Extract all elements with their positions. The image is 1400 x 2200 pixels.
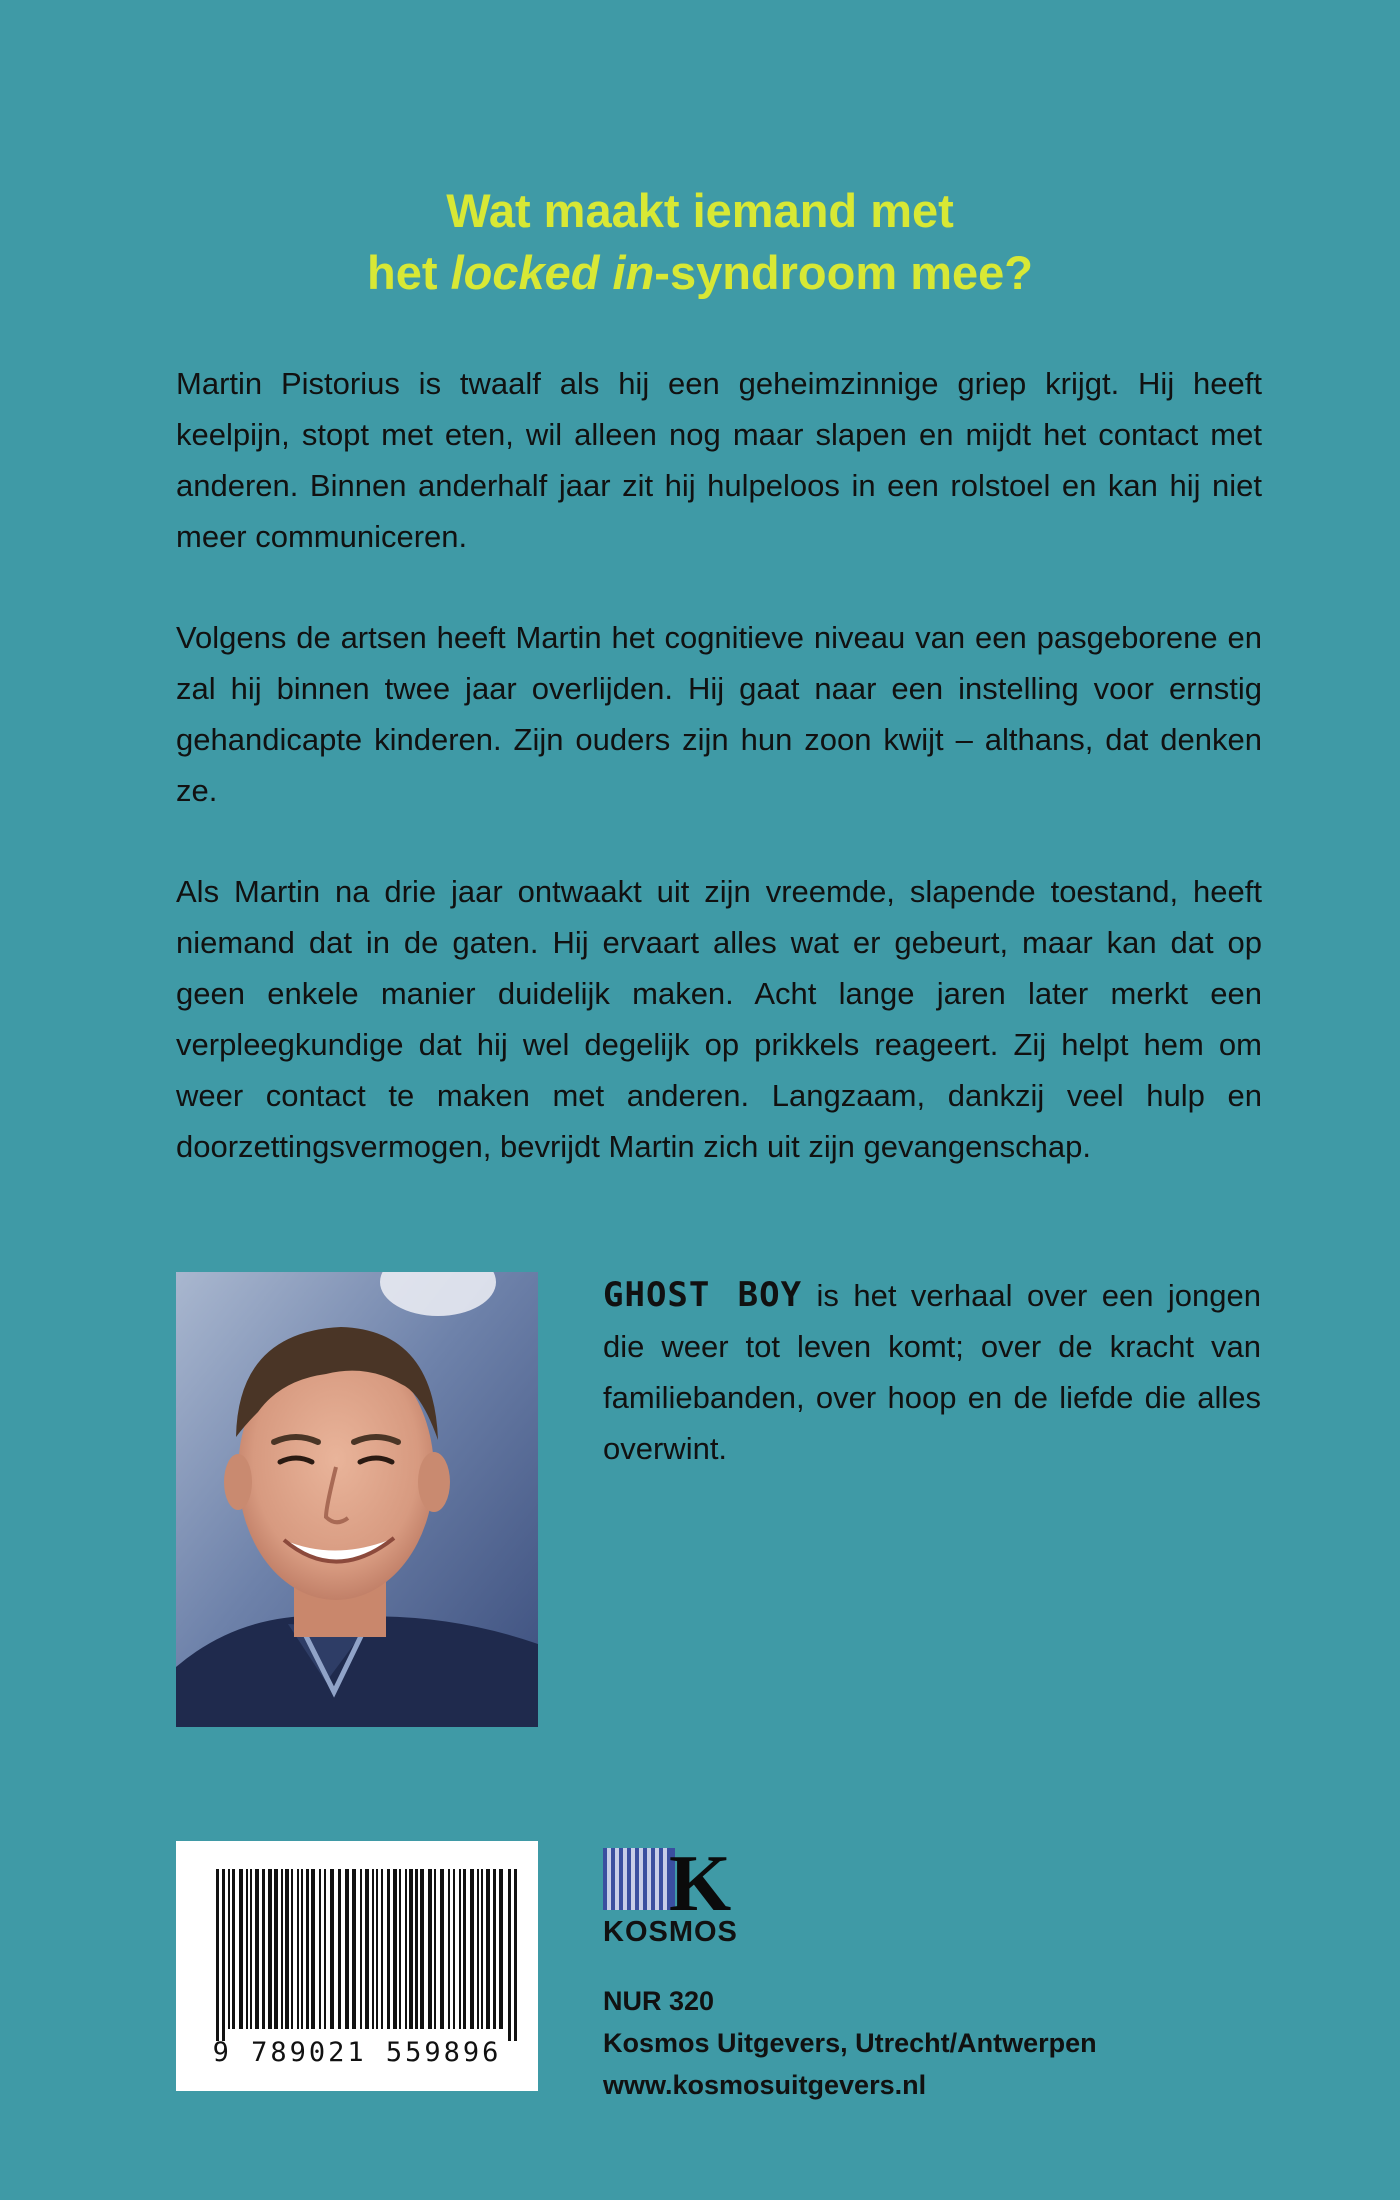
isbn-barcode bbox=[176, 1841, 538, 2091]
barcode-bar bbox=[360, 1869, 362, 2029]
barcode-bar bbox=[352, 1869, 356, 2029]
barcode-bar bbox=[453, 1869, 455, 2029]
book-title-ghost-boy: GHOST BOY bbox=[603, 1275, 803, 1315]
kosmos-wordmark: KOSMOS bbox=[603, 1916, 738, 1948]
blurb-paragraph-3: Als Martin na drie jaar ontwaakt uit zijn vreemde, slapende toestand, heeft niemand dat in de gaten. Hij ervaart alles wat er gebeurt, maar kan dat op geen enkele manier duidelijk maken. Acht lange jaren later merkt een verpleegkundige dat hij wel degelijk op prikkels reageert. Zij helpt hem om weer contact te maken met anderen. Langzaam, dankzij veel hulp en doorzettingsvermogen, bevrijdt Martin zich uit zijn gevangenschap. bbox=[176, 874, 1262, 1164]
barcode-bar bbox=[409, 1869, 413, 2029]
headline bbox=[0, 180, 1400, 304]
isbn-number: 9 789021 559896 bbox=[212, 2037, 502, 2068]
nur-code: NUR 320 bbox=[603, 1986, 715, 2016]
barcode-bar bbox=[268, 1869, 272, 2029]
barcode-bar bbox=[508, 1869, 511, 2041]
barcode-bar bbox=[262, 1869, 265, 2029]
barcode-bar bbox=[463, 1869, 466, 2029]
barcode-bar bbox=[405, 1869, 407, 2029]
headline-italic: locked in bbox=[450, 246, 655, 299]
barcode-bar bbox=[365, 1869, 369, 2029]
logo-letter-k: K bbox=[669, 1840, 732, 1920]
author-photo bbox=[176, 1272, 538, 1727]
barcode-bar bbox=[306, 1869, 309, 2029]
barcode-bar bbox=[428, 1869, 432, 2029]
barcode-bar bbox=[481, 1869, 483, 2029]
headline-line-2 bbox=[0, 242, 1400, 304]
barcode-bar bbox=[239, 1869, 243, 2029]
barcode-bar bbox=[274, 1869, 278, 2029]
barcode-bar bbox=[434, 1869, 436, 2029]
barcode-bar bbox=[324, 1869, 326, 2029]
barcode-bar bbox=[297, 1869, 299, 2029]
barcode-bar bbox=[493, 1869, 496, 2029]
headline-line-2-prefix: het bbox=[367, 246, 451, 299]
barcode-bar bbox=[470, 1869, 474, 2029]
barcode-bar bbox=[301, 1869, 303, 2029]
barcode-bar bbox=[372, 1869, 374, 2029]
barcode-bar bbox=[420, 1869, 424, 2029]
kosmos-logo-icon bbox=[603, 1840, 743, 1920]
publisher-info bbox=[603, 1980, 1097, 2106]
barcode-bar bbox=[216, 1869, 219, 2041]
barcode-bar bbox=[246, 1869, 248, 2029]
barcode-bar bbox=[387, 1869, 390, 2029]
barcode-bar bbox=[448, 1869, 450, 2029]
barcode-bar bbox=[486, 1869, 490, 2029]
barcode-bar bbox=[311, 1869, 315, 2029]
barcode-bar bbox=[399, 1869, 401, 2029]
barcode-bar bbox=[477, 1869, 479, 2029]
headline-line-1: Wat maakt iemand met bbox=[446, 184, 954, 237]
barcode-bar bbox=[255, 1869, 259, 2029]
barcode-bar bbox=[459, 1869, 461, 2029]
barcode-bar bbox=[250, 1869, 252, 2029]
barcode-bar bbox=[291, 1869, 293, 2029]
barcode-bar bbox=[338, 1869, 341, 2029]
blurb-paragraph-2: Volgens de artsen heeft Martin het cognitieve niveau van een pasgeborene en zal hij binnen twee jaar overlijden. Hij gaat naar een instelling voor ernstig gehandicapte kinderen. Zijn ouders zijn hun zoon kwijt – althans, dat denken ze. bbox=[176, 620, 1262, 808]
barcode-bar bbox=[222, 1869, 225, 2041]
barcode-bar bbox=[319, 1869, 321, 2029]
blurb-paragraph-4-text: is het verhaal over een jongen die weer tot leven komt; over de kracht van familiebanden, over hoop en de liefde die alles overwint. bbox=[603, 1278, 1261, 1466]
barcode-bar bbox=[440, 1869, 444, 2029]
barcode-bar bbox=[499, 1869, 503, 2029]
barcode-bar bbox=[514, 1869, 517, 2041]
barcode-bar bbox=[376, 1869, 378, 2029]
barcode-bar bbox=[232, 1869, 235, 2029]
barcode-bar bbox=[330, 1869, 334, 2029]
barcode-bar bbox=[285, 1869, 289, 2029]
barcode-bar bbox=[393, 1869, 397, 2029]
headline-line-2-suffix: -syndroom mee? bbox=[654, 246, 1033, 299]
author-portrait-illustration bbox=[176, 1272, 538, 1727]
barcode-bar bbox=[415, 1869, 418, 2029]
barcode-bar bbox=[345, 1869, 349, 2029]
barcode-bar bbox=[281, 1869, 283, 2029]
barcode-bar bbox=[228, 1869, 230, 2029]
barcode-bar bbox=[381, 1869, 383, 2029]
publisher-url: www.kosmosuitgevers.nl bbox=[603, 2070, 927, 2100]
blurb-paragraph-1: Martin Pistorius is twaalf als hij een geheimzinnige griep krijgt. Hij heeft keelpijn, stopt met eten, wil alleen nog maar slapen en mijdt het contact met anderen. Binnen anderhalf jaar zit hij hulpeloos in een rolstoel en kan hij niet meer communiceren. bbox=[176, 366, 1262, 554]
blurb-paragraph-4 bbox=[603, 1270, 1261, 1474]
publisher-name: Kosmos Uitgevers, Utrecht/Antwerpen bbox=[603, 2028, 1097, 2058]
